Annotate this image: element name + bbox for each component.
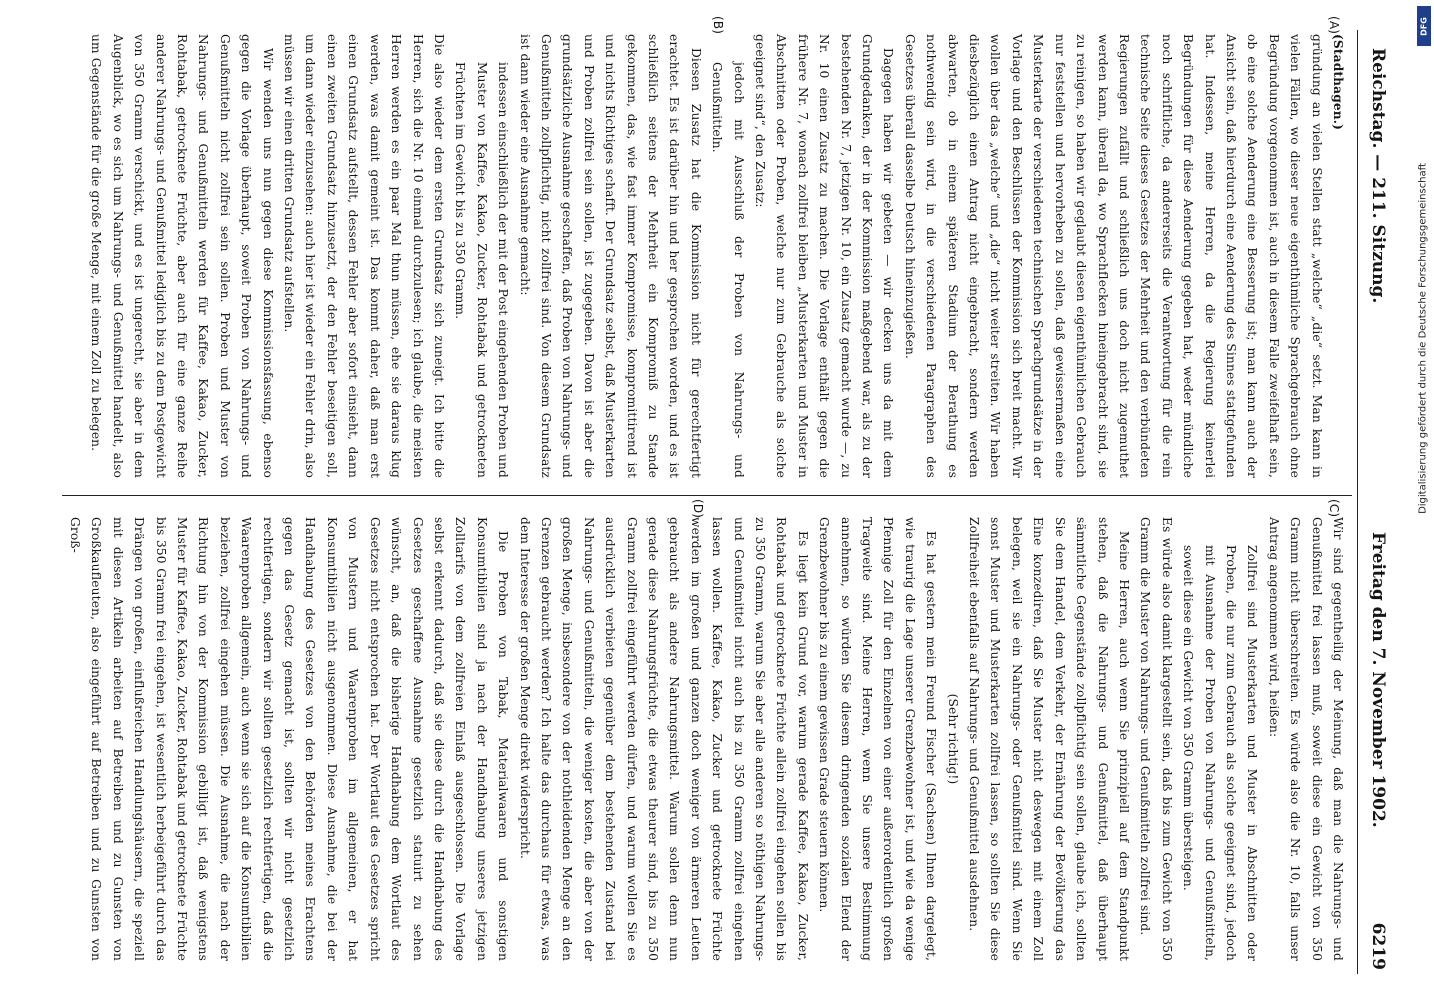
interjection: (Sehr richtig!) [945, 693, 960, 785]
paragraph: Diesen Zusatz hat die Kommission nicht für gerechtfertigt erachtet. Es ist darüber hin und her gesprochen worden, und es ist schließlich seitens der Mehrheit ein Kompromiß zu Stande gekommen, das, wie fast immer Kompromisse, kompromittirend ist und nichts Richtiges schafft. Der Grundsatz selbst, daß Musterkarten und Proben zollfrei sein sollen, ist zugegeben. Davon ist aber die grundsätzliche Ausnahme geschaffen, daß Proben von Nahrungs- und Genußmitteln zollpflichtig, nicht zollfrei sind. Von diesem Grundsatz ist dann wieder eine Ausnahme gemacht: [517, 34, 703, 478]
quoted-clause: indessen einschließlich der mit der Post eingehenden Proben und Muster von Kaffee, Kakao, Zucker, Rohtabak und getrockneten Früchten im Gewicht bis zu 350 Gramm. [453, 62, 511, 478]
quoted-clause: jedoch mit Ausschluß der Proben von Nahrungs- und Genußmitteln. [710, 62, 746, 478]
quoted-clause: Zollfrei sind Musterkarten und Muster in Abschnitten oder Proben, die nur zum Gebrauch als solche geeignet sind, jedoch mit Ausnahme der Proben von Nahrungs- und Genußmitteln, soweit diese ein Gewicht von 350 Gramm übersteigen. [1181, 545, 1260, 961]
dfg-logo: DFG [1417, 6, 1431, 46]
paragraph: Dagegen haben wir gebeten — wir decken uns da mit dem Grundgedanken, der in der Kommission maßgebend war, als zu der bestehenden Nr. 7, jetzigen Nr. 10, ein Zusatz gemacht wurde —, zu Nr. 10 einen Zusatz zu machen. Die Vorlage enthält gegen die frühere Nr. 7, wonach zollfrei bleiben „Musterkarten und Muster in Abschnitten oder Proben, welche nur zum Gebrauche als solche geeignet sind“, den Zusatz: [753, 34, 896, 478]
left-column [85, 16, 1348, 479]
paragraph: Meine Herren, auch wenn Sie prinzipiell auf dem Standpunkt stehen, daß die Nahrungs- und Genußmittel, daß überhaupt sämmtliche Gegenstände zollpflichtig sein sollen, glaube ich, sollten Sie dem Handel, dem Verkehr, der Ernährung der Bevölkerung das Eine konzediren, daß Sie Muster nicht deswegen mit einem Zoll belegen, weil sie ein Nahrungs- oder Genußmittel sind. Wenn Sie sonst Muster und Musterkarten zollfrei lassen, so sollten Sie diese Zollfreiheit ebenfalls auf Nahrungs- und Genußmittel ausdehnen. [967, 517, 1131, 961]
paragraph: Die also wieder dem ersten Grundsatz sich zuneigt. Ich bitte die Herren, sich die Nr. 10 einmal durchzulesen; ich glaube, die meisten Herren werden es ein paar Mal thun müssen, ehe sie daraus klug werden, was damit gemeint ist. Das kommt daher, daß man erst einen Grundsatz aufstellt, dessen Fehler aber sofort einsieht, dann einen zweiten Grundsatz hinzusetzt, der den Fehler beseitigen soll, um dann wieder einzusehen: auch hier ist wieder ein Fehler drin, also müssen wir einen dritten Grundsatz aufstellen. [282, 34, 446, 478]
header-rule [1357, 30, 1358, 974]
paragraph: gründung an vielen Stellen statt „welche“ „die“ setzt. Man kann in vielen Fällen, wo dieser neue eigenthümliche Sprachgebrauch ohne Begründung vorgenommen ist, auch in diesem Falle zweifelhaft sein, ob eine solche Aenderung eine Besserung ist; man kann auch der Ansicht sein, daß hierdurch eine Aenderung des Sinnes stattgefunden hat. Indessen, meine Herren, da die Regierung keinerlei Begründungen für diese Aenderung gegeben hat, weder mündliche noch schriftliche, da andererseits die Verantwortung für die rein technische Seite dieses Gesetzes der Mehrheit und den verbündeten Regierungen zufällt und schließlich uns doch nicht zugemuthet werden kann, überall da, wo Sprachflecken hineingebracht sind, sie zu reinigen, so haben wir geglaubt diesen eigenthümlichen Gebrauch nur feststellen und hervorheben zu sollen, daß gewissermaßen eine Musterkarte der verschiedenen technischen Sprachgrundsätze in der Vorlage und den Beschlüssen der Kommission sich breit macht. Wir wollen über das „welche“ und „die“ nicht weiter streiten. Wir haben diesbezüglich einen Antrag nicht eingebracht, sondern werden abwarten, ob in einem späteren Stadium der Berathung es nothwendig sein wird, in die verschiedenen Paragraphen des Gesetzes überall dasselbe Deutsch hineinzugießen. [902, 34, 1324, 479]
margin-marker-a: (A) [1327, 16, 1341, 35]
margin-marker-d: (D) [691, 499, 705, 519]
digitization-watermark: Digitalisierung gefördert durch die Deutsche Forschungsgemeinschaft [1417, 163, 1429, 514]
page-number: 6219 [1368, 922, 1388, 970]
paragraph: Wir wenden uns nun gegen diese Kommissionsfassung, ebenso gegen die Vorlage überhaupt, soweit Proben von Nahrungs- und Genußmitteln nicht zollfrei sein sollen. Proben und Muster von Nahrungs- und Genußmitteln werden für Kaffee, Kakao, Zucker, Rohtabak, getrocknete Früchte, aber auch für eine ganze Reihe anderer Nahrungs- und Genußmittel lediglich bis zu dem Postgewicht von 350 Gramm verschickt, und es ist ungerecht, sie aber in dem Augenblick, wo es sich um Nahrungs- und Genußmittel handelt, also um Gegenstände für die große Menge, mit einem Zoll zu belegen. [89, 34, 275, 478]
margin-marker-b: (B) [711, 16, 725, 35]
speaker-label: (Stadthagen.) [1331, 34, 1345, 131]
margin-marker-c: (C) [1327, 499, 1341, 518]
paragraph: Es würde also damit klargestellt sein, daß bis zum Gewicht von 350 Gramm die Muster von Nahrungs- und Genußmitteln zollfrei sind. [1138, 517, 1174, 961]
paragraph: Es hat gestern mein Freund Fischer (Sachsen) Ihnen dargelegt, wie traurig die Lage unserer Grenzbewohner ist, und wie da wenige Pfennige Zoll für den Einzelnen von einer außerordentlich großen Tragweite sind. Meine Herren, wenn Sie unsere Bestimmung annehmen, so würden Sie diesem dringenden sozialen Elend der Grenzbewohner bis zu einem gewissen Grade steuern können. [817, 517, 939, 961]
rotated-newspaper-sheet [62, 12, 1392, 982]
paragraph: Es liegt kein Grund vor, warum gerade Kaffee, Kakao, Zucker, Rohtabak und getrocknete Früchte allein zollfrei eingehen sollen bis zu 350 Gramm, warum Sie aber alle anderen so nöthigen Nahrungs- und Genußmittel nicht auch bis zu 350 Gramm zollfrei eingehen lassen wollen. Kaffee, Kakao, Zucker und getrocknete Früchte werden im großen und ganzen doch weniger von ärmeren Leuten gebraucht als andere Nahrungsmittel. Warum sollen denn nun gerade diese Nahrungsfrüchte, die etwas theurer sind, bis zu 350 Gramm zollfrei eingeführt werden dürfen, und warum wollen Sie es ausdrücklich verbieten gegenüber dem bestehenden Zustand bei Nahrungs- und Genußmitteln, die weniger kosten, die aber von der großen Menge, insbesondere von der nothleidenden Menge an den Grenzen gebraucht werden? Ich halte das durchaus für etwas, was dem Interesse der großen Menge direkt widerspricht. [517, 517, 810, 961]
header-session: Reichstag. — 211. Sitzung. [1368, 48, 1388, 304]
paragraph: Wir sind gegentheilig der Meinung, daß man die Nahrungs- und Genußmittel frei lassen muß, soweit diese ein Gewicht von 350 Gramm nicht überschreiten. Es würde also die Nr. 10, falls unser Antrag angenommen wird, heißen: [1266, 517, 1345, 961]
paragraph: Die Proben von Tabak, Materialwaaren und sonstigen Konsumtibilien sind ja nach der Handhabung unseres jetzigen Zolltarifs von dem zollfreien Einlaß ausgeschlossen. Die Vorlage selbst erkennt dadurch, daß sie diese durch die Handhabung des Gesetzes geschaffene Ausnahme gesetzlich statuirt zu sehen wünscht, an, daß die bisherige Handhabung dem Wortlaut des Gesetzes nicht entsprochen hat. Der Wortlaut des Gesetzes spricht von Mustern und Waarenproben im allgemeinen, er hat Konsumtibilien nicht ausgenommen. Diese Ausnahme, die bei der Handhabung des Gesetzes von den Behörden meines Erachtens gegen das Gesetz gemacht ist, sollten wir nicht gesetzlich rechtfertigen, sondern wir sollten gesetzlich rechtfertigen, daß die Waarenproben allgemein, auch wenn sie sich auf die Konsumtibilien beziehen, zollfrei eingehen müssen. Die Ausnahme, die nach der Richtung hin von der Kommission gebilligt ist, daß wenigstens Muster für Kaffee, Kakao, Zucker, Rohtabak und getrocknete Früchte bis 350 Gramm frei eingehen, ist wesentlich herbeigeführt durch das Drängen von großen, einflußreichen Handlungshäusern, die speziell mit diesen Artikeln arbeiten auf Betreiben und zu Gunsten von Großkaufleuten, also eingeführt auf Betreiben und zu Gunsten von Groß- [68, 517, 511, 961]
right-column [64, 499, 1348, 961]
header-date: Freitag den 7. November 1902. [1368, 532, 1388, 828]
running-header [1356, 12, 1392, 982]
column-divider [62, 495, 1352, 496]
